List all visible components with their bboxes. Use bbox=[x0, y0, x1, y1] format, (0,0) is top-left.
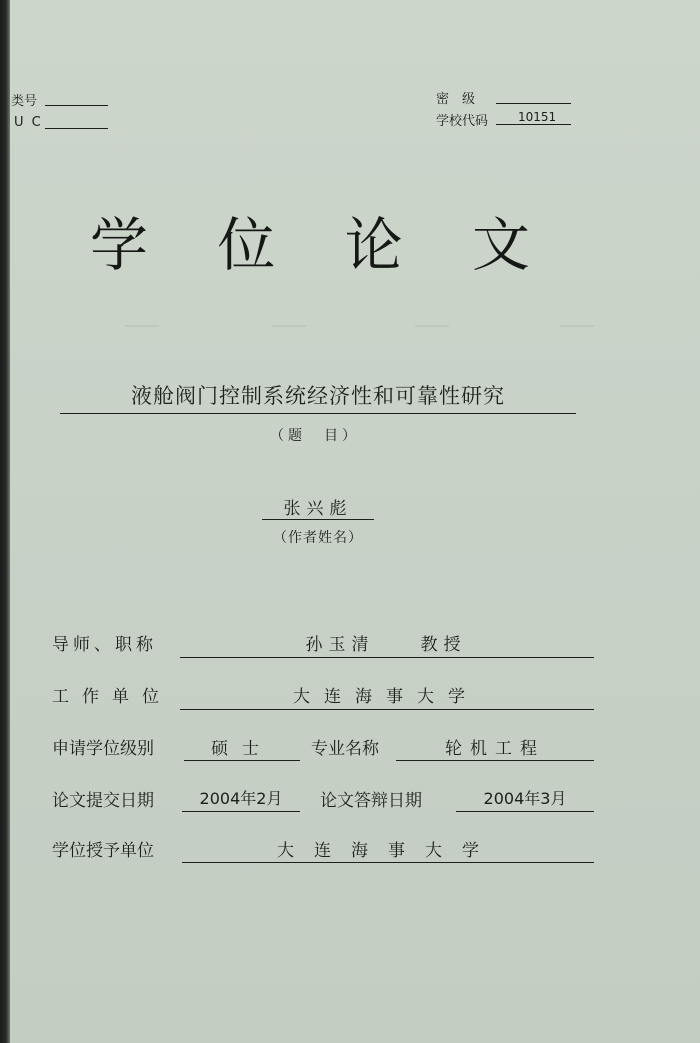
grant-unit-label: 学位授予单位 bbox=[52, 841, 154, 861]
advisor-label: 导师、职称 bbox=[52, 635, 157, 655]
main-title-char: 文 bbox=[471, 211, 530, 279]
work-unit-value: 大连海事大学 bbox=[293, 687, 479, 707]
thesis-title-caption: （题 目） bbox=[270, 428, 360, 444]
major-value: 轮机工程 bbox=[445, 739, 545, 759]
degree-level-value: 硕士 bbox=[211, 739, 273, 759]
school-code-value: 10151 bbox=[518, 110, 557, 124]
main-title-char: 位 bbox=[217, 211, 276, 279]
grant-unit-value: 大连海事大学 bbox=[277, 841, 499, 861]
udc-field-line bbox=[45, 128, 108, 129]
school-code-field-line bbox=[496, 124, 571, 125]
submit-date-underline bbox=[182, 811, 300, 812]
main-title bbox=[90, 200, 530, 280]
advisor-value: 孙玉清 教授 bbox=[305, 635, 467, 655]
main-title-char: 学 bbox=[90, 211, 149, 279]
classification-label: 类号 bbox=[11, 94, 38, 109]
major-underline bbox=[396, 760, 594, 761]
submit-date-label: 论文提交日期 bbox=[52, 791, 154, 811]
work-unit-label: 工作单位 bbox=[52, 687, 172, 707]
thesis-title: 液舱阀门控制系统经济性和可靠性研究 bbox=[131, 384, 505, 408]
author-name: 张兴彪 bbox=[283, 499, 353, 519]
major-label: 专业名称 bbox=[311, 739, 379, 759]
secret-level-field-line bbox=[496, 103, 571, 104]
degree-level-underline bbox=[184, 760, 300, 761]
author-caption: （作者姓名） bbox=[273, 530, 363, 546]
submit-date-value: 2004年2月 bbox=[199, 789, 283, 808]
grant-unit-underline bbox=[182, 862, 594, 863]
author-name-underline bbox=[262, 519, 374, 520]
scan-artifact bbox=[272, 325, 306, 327]
work-unit-underline bbox=[180, 709, 594, 710]
scan-artifact bbox=[415, 325, 449, 327]
scan-left-edge bbox=[0, 0, 10, 1043]
thesis-title-underline bbox=[60, 413, 576, 414]
defense-date-value: 2004年3月 bbox=[483, 789, 567, 808]
degree-level-label: 申请学位级别 bbox=[52, 739, 154, 759]
advisor-underline bbox=[180, 657, 594, 658]
defense-date-label: 论文答辩日期 bbox=[320, 791, 422, 811]
udc-label: U C bbox=[14, 115, 43, 130]
secret-level-label: 密 级 bbox=[436, 92, 476, 107]
defense-date-underline bbox=[456, 811, 594, 812]
scan-artifact bbox=[560, 325, 594, 327]
classification-field-line bbox=[45, 105, 108, 106]
main-title-char: 论 bbox=[344, 211, 403, 279]
school-code-label: 学校代码 bbox=[436, 114, 489, 129]
scan-artifact bbox=[125, 325, 159, 327]
